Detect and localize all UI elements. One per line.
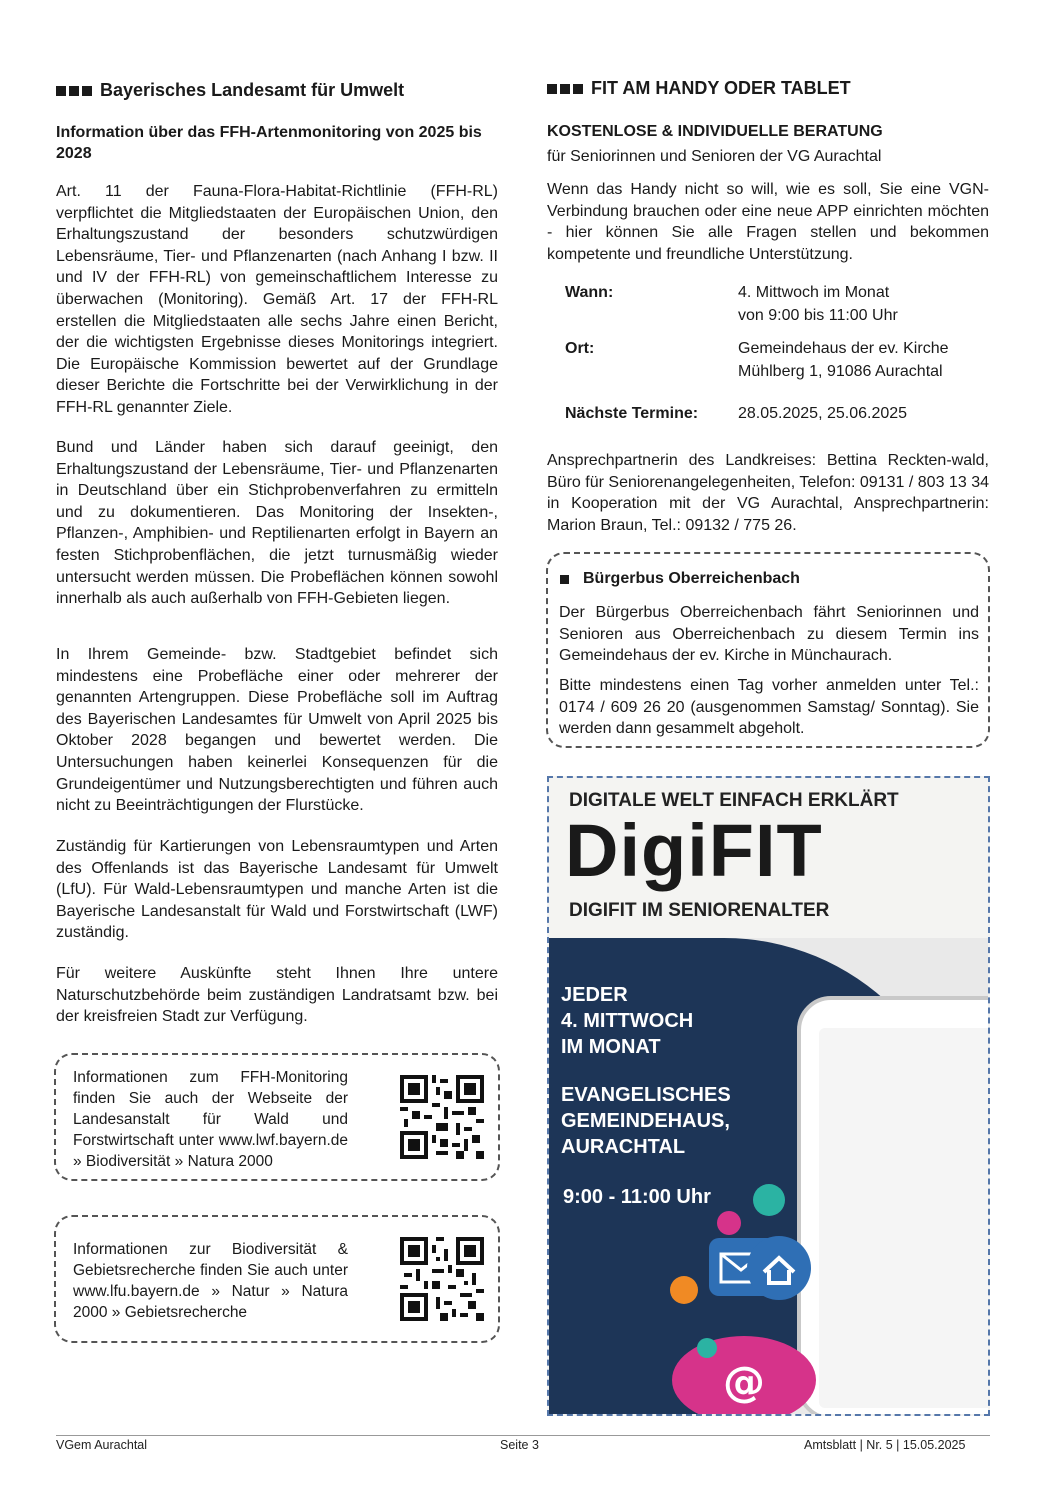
home-bubble-icon: [747, 1236, 811, 1300]
detail-value-when-line2: von 9:00 bis 11:00 Uhr: [738, 307, 898, 324]
qr-code-icon[interactable]: [400, 1237, 484, 1321]
paragraph-4: Zuständig für Kartierungen von Lebensraumtypen und Arten des Offenlands ist das Bayerische Landesamt für Umwelt (LfU). Für Wald-Lebensraumtypen und manche Arten ist die Bayerische Landesanstalt für Wald und Forstwirtschaft (LWF) zuständig.: [56, 838, 498, 942]
bus-box-text-1: Der Bürgerbus Oberreichenbach fährt Seniorinnen und Senioren aus Oberreichenbach zu diesem Termin ins Gemeindehaus der ev. Kirche in Münchaurach.: [559, 604, 979, 665]
small-bubble-icon: [717, 1211, 741, 1235]
dot-bubble-icon: [697, 1338, 717, 1358]
ad-schedule-line: IM MONAT: [561, 1036, 661, 1058]
bus-box-title: [560, 570, 800, 588]
bus-info-box: [546, 552, 990, 748]
section-heading-right: [547, 78, 989, 99]
detail-value-when-line1: 4. Mittwoch im Monat: [738, 284, 890, 301]
article-title-left: Information über das FFH-Artenmonitoring von 2025 bis 2028: [56, 124, 482, 162]
paragraph-2: Bund und Länder haben sich darauf geeinigt, den Erhaltungszustand der Lebensräume, Tier- und Pflanzenarten in Deutschland über ein Stichprobenverfahren zu ermitteln und zu dokumentieren. Das Monitoring der Insekten-, Pflanzen-, Amphibien- und Reptilienarten erfolgt in Bayern an festen Stichprobenflächen, die jetzt turnusmäßig wieder untersucht werden müssen. Die Probeflächen können sowohl innerhalb als auch außerhalb von FFH-Gebieten liegen.: [56, 439, 498, 608]
bus-box-title-text: Bürgerbus Oberreichenbach: [583, 570, 800, 587]
article-title-right: KOSTENLOSE & INDIVIDUELLE BERATUNG: [547, 123, 883, 140]
detail-value-where-line1: Gemeindehaus der ev. Kirche: [738, 340, 949, 357]
qr-code-icon[interactable]: [400, 1075, 484, 1159]
ad-logo-text: DigiFIT: [565, 809, 823, 892]
at-symbol-icon: @: [723, 1357, 765, 1406]
footer-right: Amtsblatt | Nr. 5 | 15.05.2025: [804, 1438, 966, 1452]
section-heading-left: [56, 80, 498, 101]
article-subtitle: für Seniorinnen und Senioren der VG Aurachtal: [547, 148, 882, 165]
info-box-lfu: [54, 1215, 500, 1343]
ad-schedule: [561, 982, 693, 1060]
contact-paragraph: Ansprechpartnerin des Landkreises: Bettina Reckten-wald, Büro für Seniorenangelegenheiten, Telefon: 09131 / 803 13 34 in Kooperation mit der VG Aurachtal, Ansprechpartnerin: Marion Braun, Tel.: 09132 / 775 26.: [547, 452, 989, 535]
ad-schedule-line: 4. MITTWOCH: [561, 1010, 694, 1032]
digifit-advertisement[interactable]: [547, 776, 990, 1416]
info-box-lwf-text: Informationen zum FFH-Monitoring finden Sie auch der Webseite der Landesanstalt für Wald und Forstwirtschaft unter www.lwf.bayern.de » Biodiversität » Natura 2000: [73, 1069, 348, 1170]
bus-box-text-2: Bitte mindestens einen Tag vorher anmelden unter Tel.: 0174 / 609 26 20 (ausgenommen Samstag/ Sonntag). Sie werden dann gesammelt abgeholt.: [559, 677, 979, 738]
info-box-lwf: [54, 1053, 500, 1181]
heading-squares-icon: [547, 84, 583, 94]
ad-schedule-line: JEDER: [561, 984, 628, 1006]
ad-location-line: GEMEINDEHAUS,: [561, 1110, 730, 1132]
paragraph-3: In Ihrem Gemeinde- bzw. Stadtgebiet befindet sich mindestens eine Probefläche einer oder mehrerer der genannten Artengruppen. Diese Probefläche soll im Auftrag des Bayerischen Landesamtes für Umwelt von April 2025 bis Oktober 2028 begangen und bewertet werden. Die Untersuchungen haben keinerlei Konsequenzen für die Grundeigentümer und Nutzungsberechtigten und führen auch nicht zu Beeinträchtigungen der Flurstücke.: [56, 646, 498, 815]
footer-left: VGem Aurachtal: [56, 1438, 148, 1452]
footer-page-number: Seite 3: [500, 1438, 539, 1452]
detail-value-where-line2: Mühlberg 1, 91086 Aurachtal: [738, 363, 943, 380]
heading-squares-icon: [56, 86, 92, 96]
bullet-square-icon: [560, 575, 569, 584]
detail-label-when: Wann:: [565, 284, 614, 301]
ad-location-line: AURACHTAL: [561, 1136, 686, 1158]
footer-divider: [56, 1435, 990, 1436]
intro-paragraph: Wenn das Handy nicht so will, wie es soll, Sie eine VGN-Verbindung brauchen oder eine neue APP einrichten möchten - hier können Sie alle Fragen stellen und bekommen kompetente und freundliche Unterstützung.: [547, 181, 989, 264]
paragraph-5: Für weitere Auskünfte steht Ihnen Ihre untere Naturschutzbehörde beim zuständigen Landratsamt bzw. bei der kreisfreien Stadt zur Verfügung.: [56, 965, 498, 1026]
section-heading-right-text: FIT AM HANDY ODER TABLET: [591, 78, 851, 98]
ad-time: 9:00 - 11:00 Uhr: [563, 1186, 711, 1208]
chat-bubble-icon: [753, 1184, 785, 1216]
small-mail-bubble-icon: [670, 1276, 698, 1304]
tablet-screen: [819, 1028, 990, 1408]
ad-tagline: DIGITALE WELT EINFACH ERKLÄRT: [569, 790, 899, 811]
detail-value-dates: 28.05.2025, 25.06.2025: [738, 405, 908, 422]
detail-label-where: Ort:: [565, 340, 595, 357]
detail-label-dates: Nächste Termine:: [565, 405, 699, 422]
ad-location: [561, 1082, 731, 1160]
ad-subline: DIGIFIT IM SENIORENALTER: [569, 900, 830, 921]
paragraph-1: Art. 11 der Fauna-Flora-Habitat-Richtlinie (FFH-RL) verpflichtet die Mitgliedstaaten der Europäischen Union, den Erhaltungszustand der besonders schutzwürdigen Lebensräume, Tier- und Pflanzenarten (nach Anhang I bzw. II und IV der FFH-RL) von gemeinschaftlichem Interesse zu überwachen (Monitoring). Gemäß Art. 17 der FFH-RL erstellen die Mitgliedstaaten alle sechs Jahre einen Bericht, der die wichtigsten Ergebnisse dieses Monitorings integriert. Die Europäische Kommission bewertet auf der Grundlage dieser Berichte die Fortschritte bei der Verwirklichung in der FFH-RL genannter Ziele.: [56, 183, 498, 416]
info-box-lfu-text: Informationen zur Biodiversität & Gebietsrecherche finden Sie auch unter www.lfu.bayern.de » Natur » Natura 2000 » Gebietsrecherche: [73, 1241, 348, 1321]
ad-location-line: EVANGELISCHES: [561, 1084, 731, 1106]
section-heading-left-text: Bayerisches Landesamt für Umwelt: [100, 80, 405, 100]
